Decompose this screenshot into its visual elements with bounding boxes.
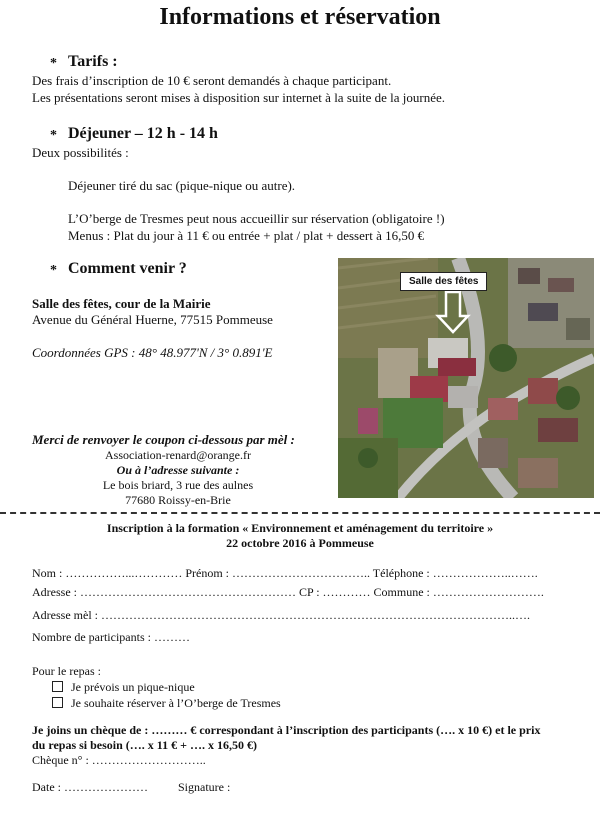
tarifs-heading: Tarifs : [68,53,118,70]
coupon-or-address: Ou à l’adresse suivante : [116,463,240,477]
tarifs-line-1: Des frais d’inscription de 10 € seront demandés à chaque participant. [32,73,392,88]
tarifs-line-2: Les présentations seront mises à disposition sur internet à la suite de la journée. [32,90,446,105]
form-title: Inscription à la formation « Environnement et aménagement du territoire » [106,521,494,535]
page-title: Informations et réservation [159,4,441,30]
choice-label: Je prévois un pique-nique [71,680,195,694]
checkbox[interactable] [52,681,63,692]
bullet-star: * [50,128,57,143]
aerial-map-image [338,258,594,498]
coupon-address-line-2: 77680 Roissy-en-Brie [125,493,231,507]
choice-label: Je souhaite réserver à l’O’berge de Tresmes [71,696,281,710]
form-name-line[interactable]: Nom : ……………...………… Prénom : …………………………….. Téléphone : ………………..……. [32,566,538,580]
map-label: Salle des fêtes [400,272,487,291]
bullet-star: * [50,56,57,71]
form-choice-picnic[interactable] [52,680,195,695]
venir-address: Avenue du Général Huerne, 77515 Pommeuse [32,312,273,327]
coupon-email: Association-renard@orange.fr [105,448,251,462]
coupon-thanks: Merci de renvoyer le coupon ci-dessous par mèl : [32,432,295,447]
venir-gps: Coordonnées GPS : 48° 48.977'N / 3° 0.891'E [32,345,273,360]
dejeuner-option-2: L’O’berge de Tresmes peut nous accueillir sur réservation (obligatoire !) [68,211,445,226]
dejeuner-menus: Menus : Plat du jour à 11 € ou entrée + plat / plat + dessert à 16,50 € [68,228,425,243]
coupon-address-line-1: Le bois briard, 3 rue des aulnes [102,478,254,492]
form-signature-field[interactable]: Signature : [178,780,231,794]
form-cheque-line-1: Je joins un chèque de : ……… € correspondant à l’inscription des participants (…. x 10 €) et le prix [32,723,541,737]
venir-heading: Comment venir ? [68,260,187,277]
form-cheque-number[interactable]: Chèque n° : ……………………….. [32,753,206,767]
bullet-star: * [50,263,57,278]
venir-place: Salle des fêtes, cour de la Mairie [32,296,211,311]
dejeuner-option-1: Déjeuner tiré du sac (pique-nique ou autre). [68,178,296,193]
cut-line-divider [0,512,600,514]
checkbox[interactable] [52,697,63,708]
form-repas-label: Pour le repas : [32,664,101,678]
form-email-line[interactable]: Adresse mèl : …………………………………………………………………………………………..…. [32,608,530,622]
form-date-place: 22 octobre 2016 à Pommeuse [226,536,374,550]
dejeuner-intro: Deux possibilités : [32,145,129,160]
form-participants-line[interactable]: Nombre de participants : ……… [32,630,190,644]
form-cheque-line-2: du repas si besoin (…. x 11 € + …. x 16,50 €) [32,738,257,752]
form-date-field[interactable]: Date : ………………… [32,780,148,794]
form-choice-restaurant[interactable] [52,696,281,711]
dejeuner-heading: Déjeuner – 12 h - 14 h [68,125,218,142]
form-address-line[interactable]: Adresse : ……………………………………………… CP : ………… Commune : ………………………. [32,585,544,599]
